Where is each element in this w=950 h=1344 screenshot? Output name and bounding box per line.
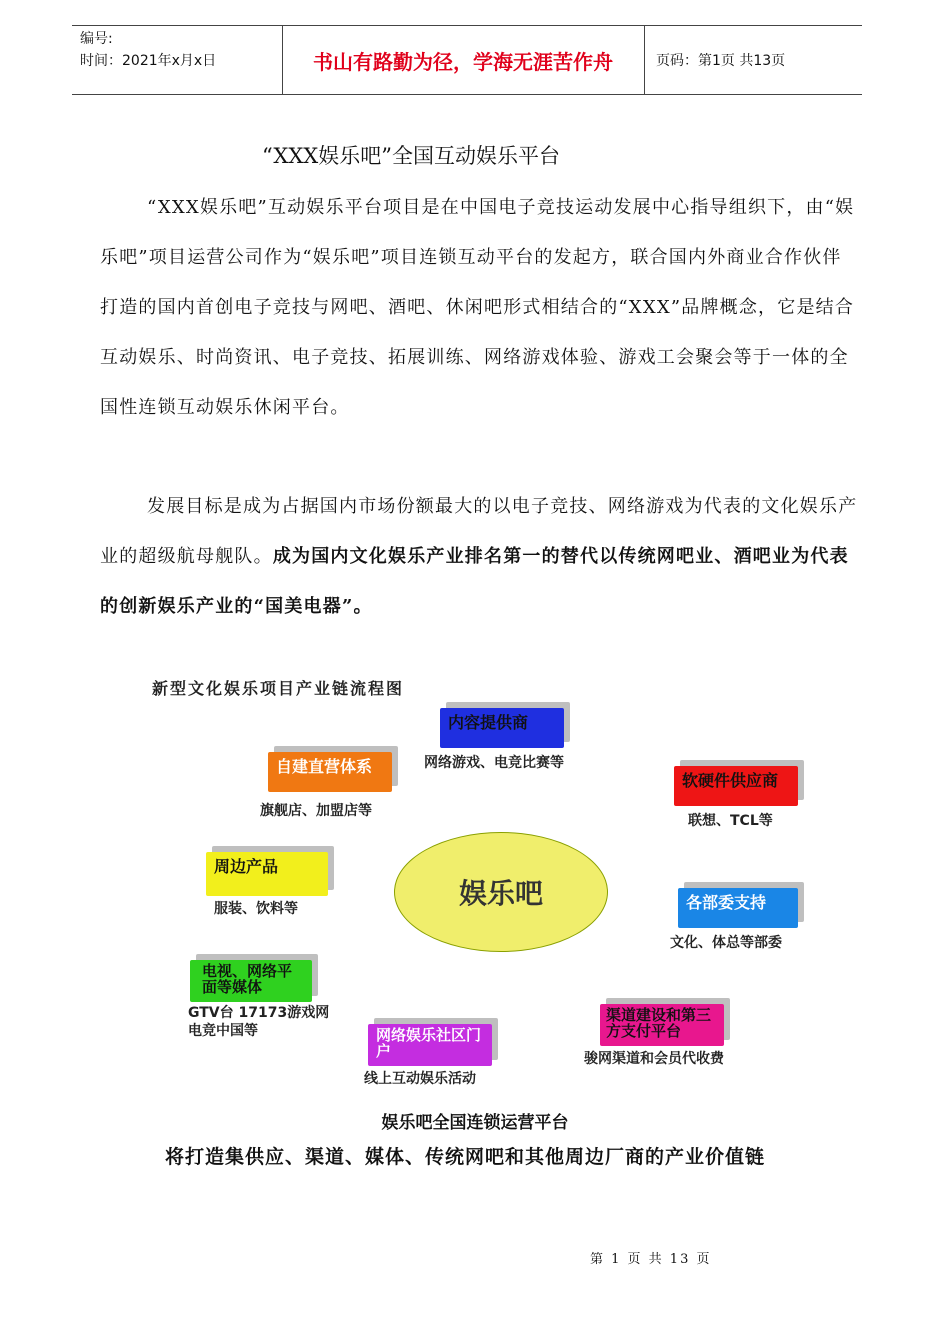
center-ellipse: 娱乐吧 bbox=[394, 832, 608, 952]
header-motto: 书山有路勤为径，学海无涯苦作舟 bbox=[313, 50, 613, 74]
node-label: 软硬件供应商 bbox=[682, 771, 779, 790]
node-peripheral-products bbox=[206, 852, 328, 896]
document-title: “XXX娱乐吧”全国互动娱乐平台 bbox=[262, 144, 560, 168]
node-caption: 联想、TCL等 bbox=[688, 813, 773, 829]
node-hardware-supplier bbox=[674, 766, 798, 806]
node-channel-payment bbox=[600, 1004, 724, 1046]
node-caption: 旗舰店、加盟店等 bbox=[260, 803, 372, 819]
node-label: 自建直营体系 bbox=[276, 757, 373, 776]
node-label: 网络娱乐社区门户 bbox=[376, 1026, 482, 1060]
page-number: 第 1 页 共 13 页 bbox=[590, 1252, 712, 1267]
value-chain-caption: 将打造集供应、渠道、媒体、传统网吧和其他周边厂商的产业价值链 bbox=[165, 1146, 766, 1168]
node-caption: 线上互动娱乐活动 bbox=[364, 1071, 476, 1087]
header-divider bbox=[282, 26, 283, 94]
header-page-info: 页码：第1页 共13页 bbox=[656, 53, 786, 69]
page-header bbox=[72, 25, 862, 95]
node-label: 内容提供商 bbox=[448, 713, 529, 732]
header-meta bbox=[80, 28, 280, 72]
diagram-title: 新型文化娱乐项目产业链流程图 bbox=[152, 679, 405, 698]
platform-caption: 娱乐吧全国连锁运营平台 bbox=[381, 1113, 569, 1133]
header-divider bbox=[644, 26, 645, 94]
node-community-portal bbox=[368, 1024, 492, 1066]
node-caption: 服装、饮料等 bbox=[214, 901, 298, 917]
paragraph-intro: “XXX娱乐吧”互动娱乐平台项目是在中国电子竞技运动发展中心指导组织下，由“娱乐吧”项目运营公司作为“娱乐吧”项目连锁互动平台的发起方，联合国内外商业合作伙伴打造的国内首创电子竞技与网吧、酒吧、休闲吧形式相结合的“XXX”品牌概念，它是结合互动娱乐、时尚资讯、电子竞技、拓展训练、网络游戏体验、游戏工会聚会等于一体的全国性连锁互动娱乐休闲平台。 bbox=[100, 197, 855, 418]
node-caption: 骏网渠道和会员代收费 bbox=[584, 1051, 724, 1067]
node-content-provider bbox=[440, 708, 564, 748]
node-label: 渠道建设和第三方支付平台 bbox=[606, 1006, 712, 1040]
node-label: 各部委支持 bbox=[686, 893, 767, 912]
node-media bbox=[190, 960, 312, 1002]
doc-time-label: 时间：2021年x月x日 bbox=[80, 53, 217, 69]
node-caption: 网络游戏、电竞比赛等 bbox=[424, 755, 564, 771]
node-label: 电视、网络平面等媒体 bbox=[202, 962, 293, 996]
industry-chain-diagram bbox=[140, 670, 820, 1070]
node-caption: GTV台 17173游戏网 电竞中国等 bbox=[188, 1005, 330, 1039]
goal-text: 发展目标是成为占据国内市场份额最大的以电子竞技、网络游戏为代表的文化娱乐产业的超级航母舰队。 bbox=[100, 496, 858, 567]
node-ministry-support bbox=[678, 888, 798, 928]
node-self-operated bbox=[268, 752, 392, 792]
node-label: 周边产品 bbox=[214, 857, 279, 876]
goal-bold-text: 成为国内文化娱乐产业排名第一的替代以传统网吧业、酒吧业为代表的创新娱乐产业的“国美电器”。 bbox=[100, 546, 849, 617]
paragraph-goal bbox=[100, 482, 860, 632]
doc-number-label: 编号: bbox=[80, 31, 113, 47]
node-caption: 文化、体总等部委 bbox=[670, 935, 782, 951]
